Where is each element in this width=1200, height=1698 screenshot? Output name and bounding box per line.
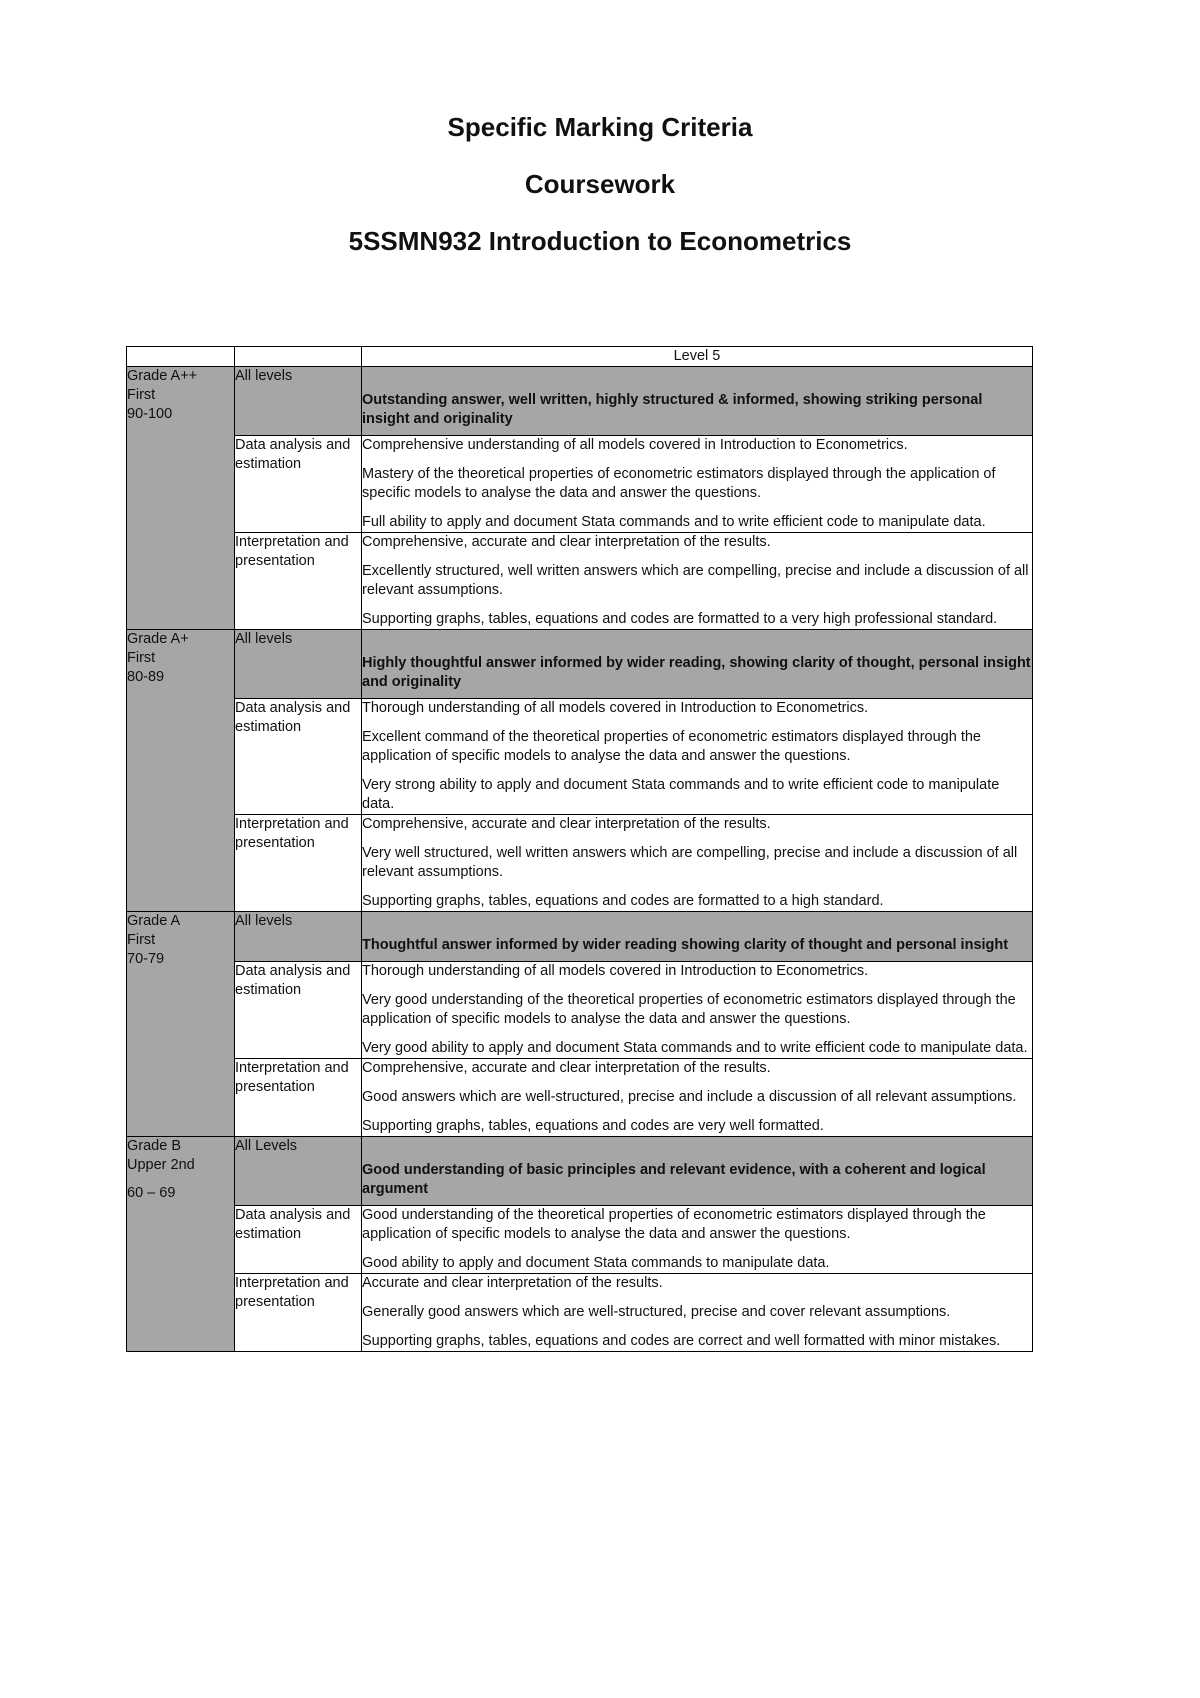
grade-class: First — [127, 650, 156, 666]
module-title: 5SSMN932 Introduction to Econometrics — [348, 226, 852, 256]
data-analysis-row — [127, 699, 1033, 815]
interpretation-label: Interpretation and presentation — [235, 1059, 362, 1137]
interpretation-label: Interpretation and presentation — [235, 533, 362, 630]
grade-label: Grade A+ — [127, 631, 189, 647]
criterion-text: Supporting graphs, tables, equations and codes are very well formatted. — [362, 1118, 824, 1134]
header-blank-cell — [235, 347, 362, 367]
criterion-text: Thorough understanding of all models covered in Introduction to Econometrics. — [362, 700, 869, 716]
header-blank-cell — [127, 347, 235, 367]
grade-class: First — [127, 932, 156, 948]
grade-range: 80-89 — [127, 669, 165, 685]
data-analysis-criteria — [362, 699, 1033, 815]
grade-summary-row — [127, 912, 1033, 962]
interpretation-row — [127, 533, 1033, 630]
interpretation-row — [127, 1059, 1033, 1137]
criterion-text: Supporting graphs, tables, equations and codes are correct and well formatted with minor mistakes. — [362, 1333, 1001, 1349]
criterion-text: Accurate and clear interpretation of the results. — [362, 1275, 663, 1291]
data-analysis-criteria — [362, 962, 1033, 1059]
grade-label: Grade B — [127, 1138, 181, 1154]
criterion-text: Good answers which are well-structured, precise and include a discussion of all relevant assumptions. — [362, 1089, 1017, 1105]
all-levels-label: All levels — [235, 630, 362, 699]
criterion-text: Generally good answers which are well-structured, precise and cover relevant assumptions. — [362, 1304, 951, 1320]
grade-summary: Good understanding of basic principles and relevant evidence, with a coherent and logical argument — [362, 1137, 1033, 1206]
grade-cell — [127, 1137, 235, 1352]
criterion-text: Supporting graphs, tables, equations and codes are formatted to a high standard. — [362, 893, 884, 909]
interpretation-label: Interpretation and presentation — [235, 1274, 362, 1352]
table-header-row — [127, 347, 1033, 367]
level-header: Level 5 — [362, 347, 1033, 367]
grade-label: Grade A++ — [127, 368, 198, 384]
grade-range: 60 – 69 — [127, 1185, 176, 1201]
data-analysis-label: Data analysis and estimation — [235, 436, 362, 533]
all-levels-label: All Levels — [235, 1137, 362, 1206]
criterion-text: Thorough understanding of all models covered in Introduction to Econometrics. — [362, 963, 869, 979]
criterion-text: Good understanding of the theoretical properties of econometric estimators displayed through the application of specific models to analyse the data and answer the questions. — [362, 1207, 986, 1242]
data-analysis-label: Data analysis and estimation — [235, 1206, 362, 1274]
grade-summary-row — [127, 1137, 1033, 1206]
criterion-text: Excellent command of the theoretical properties of econometric estimators displayed through the application of specific models to analyse the data and answer the questions. — [362, 729, 981, 764]
interpretation-criteria — [362, 1059, 1033, 1137]
criterion-text: Comprehensive, accurate and clear interpretation of the results. — [362, 534, 771, 550]
grade-cell — [127, 630, 235, 912]
all-levels-label: All levels — [235, 912, 362, 962]
page-title: Specific Marking Criteria — [447, 112, 753, 142]
grade-cell — [127, 912, 235, 1137]
interpretation-row — [127, 815, 1033, 912]
grade-class: Upper 2nd — [127, 1157, 195, 1173]
data-analysis-row — [127, 962, 1033, 1059]
interpretation-criteria — [362, 815, 1033, 912]
all-levels-label: All levels — [235, 367, 362, 436]
criterion-text: Good ability to apply and document Stata commands to manipulate data. — [362, 1255, 830, 1271]
interpretation-criteria — [362, 1274, 1033, 1352]
criterion-text: Very good ability to apply and document Stata commands and to write efficient code to manipulate data. — [362, 1040, 1028, 1056]
data-analysis-label: Data analysis and estimation — [235, 962, 362, 1059]
grade-range: 70-79 — [127, 951, 165, 967]
criterion-text: Full ability to apply and document Stata commands and to write efficient code to manipulate data. — [362, 514, 986, 530]
interpretation-label: Interpretation and presentation — [235, 815, 362, 912]
data-analysis-row — [127, 1206, 1033, 1274]
interpretation-row — [127, 1274, 1033, 1352]
data-analysis-criteria — [362, 436, 1033, 533]
grade-summary: Thoughtful answer informed by wider reading showing clarity of thought and personal insight — [362, 912, 1033, 962]
grade-label: Grade A — [127, 913, 181, 929]
grade-range: 90-100 — [127, 406, 173, 422]
grade-cell — [127, 367, 235, 630]
grade-summary: Highly thoughtful answer informed by wider reading, showing clarity of thought, personal insight and originality — [362, 630, 1033, 699]
criterion-text: Comprehensive, accurate and clear interpretation of the results. — [362, 1060, 771, 1076]
marking-criteria-table — [126, 346, 1033, 1352]
grade-summary: Outstanding answer, well written, highly structured & informed, showing striking personal insight and originality — [362, 367, 1033, 436]
data-analysis-label: Data analysis and estimation — [235, 699, 362, 815]
criterion-text: Comprehensive, accurate and clear interpretation of the results. — [362, 816, 771, 832]
criterion-text: Comprehensive understanding of all models covered in Introduction to Econometrics. — [362, 437, 908, 453]
data-analysis-criteria — [362, 1206, 1033, 1274]
grade-summary-row — [127, 630, 1033, 699]
criterion-text: Very well structured, well written answers which are compelling, precise and include a discussion of all relevant assumptions. — [362, 845, 1018, 880]
grade-class: First — [127, 387, 156, 403]
criterion-text: Very strong ability to apply and document Stata commands and to write efficient code to manipulate data. — [362, 777, 1000, 812]
criterion-text: Very good understanding of the theoretical properties of econometric estimators displayed through the application of specific models to analyse the data and answer the questions. — [362, 992, 1016, 1027]
criterion-text: Mastery of the theoretical properties of econometric estimators displayed through the application of specific models to analyse the data and answer the questions. — [362, 466, 996, 501]
interpretation-criteria — [362, 533, 1033, 630]
data-analysis-row — [127, 436, 1033, 533]
criterion-text: Supporting graphs, tables, equations and codes are formatted to a very high professional standard. — [362, 611, 998, 627]
criterion-text: Excellently structured, well written answers which are compelling, precise and include a discussion of all relevant assumptions. — [362, 563, 1029, 598]
grade-summary-row — [127, 367, 1033, 436]
page-subtitle: Coursework — [524, 169, 676, 199]
